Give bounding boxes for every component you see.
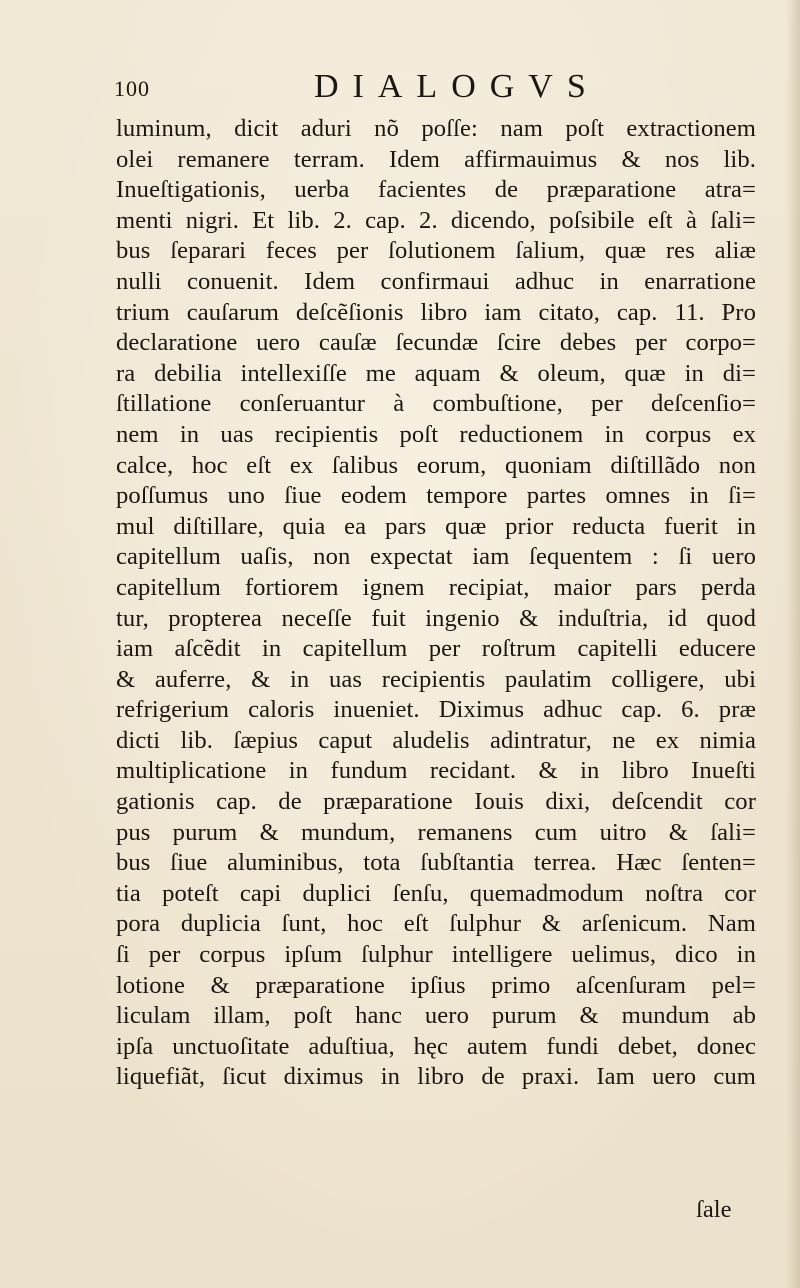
text-line: & auferre, & in uas recipientis paulatim colligere, ubi	[116, 665, 756, 693]
catchword: ſale	[696, 1196, 732, 1223]
text-line: trium cauſarum deſcẽſionis libro iam citato, cap. 11. Pro	[116, 298, 756, 326]
text-line: ſi per corpus ipſum ſulphur intelligere uelimus, dico in	[116, 941, 756, 969]
text-line: declaratione uero cauſæ ſecundæ ſcire debes per corpo=	[116, 329, 756, 357]
body-text	[116, 114, 756, 1093]
text-line: bus ſeparari feces per ſolutionem ſalium, quæ res aliæ	[116, 237, 756, 265]
text-line: multiplicatione in fundum recidant. & in libro Inueſti	[116, 757, 756, 785]
text-line: olei remanere terram. Idem affirmauimus & nos lib.	[116, 145, 756, 173]
page-edge-shadow	[786, 0, 800, 1288]
text-line: ra debilia intellexiſſe me aquam & oleum, quæ in di=	[116, 359, 756, 387]
text-line: nem in uas recipientis poſt reductionem in corpus ex	[116, 420, 756, 448]
text-line: menti nigri. Et lib. 2. cap. 2. dicendo, poſsibile eſt à ſali=	[116, 206, 756, 234]
text-line: liculam illam, poſt hanc uero purum & mundum ab	[116, 1002, 756, 1030]
text-line: pora duplicia ſunt, hoc eſt ſulphur & arſenicum. Nam	[116, 910, 756, 938]
text-line: calce, hoc eſt ex ſalibus eorum, quoniam diſtillãdo non	[116, 451, 756, 479]
text-line: capitellum fortiorem ignem recipiat, maior pars perda	[116, 573, 756, 601]
page-number: 100	[114, 76, 150, 101]
text-line: iam aſcẽdit in capitellum per roſtrum capitelli educere	[116, 635, 756, 663]
text-line: tur, propterea neceſſe fuit ingenio & induſtria, id quod	[116, 604, 756, 632]
text-line: capitellum uaſis, non expectat iam ſequentem : ſi uero	[116, 543, 756, 571]
text-line: dicti lib. ſæpius caput aludelis adintratur, ne ex nimia	[116, 726, 756, 754]
text-line: nulli conuenit. Idem confirmaui adhuc in enarratione	[116, 267, 756, 295]
running-title: DIALOGVS	[314, 68, 600, 105]
text-line: ipſa unctuoſitate aduſtiua, hęc autem fundi debet, donec	[116, 1032, 756, 1060]
text-line: ſtillatione conſeruantur à combuſtione, per deſcenſio=	[116, 390, 756, 418]
text-line: lotione & præparatione ipſius primo aſcenſuram pel=	[116, 971, 756, 999]
text-line: luminum, dicit aduri nõ poſſe: nam poſt extractionem	[116, 115, 756, 142]
text-line: gationis cap. de præparatione Iouis dixi, deſcendit cor	[116, 788, 756, 816]
text-line: bus ſiue aluminibus, tota ſubſtantia terrea. Hæc ſenten=	[116, 849, 756, 877]
text-line: mul diſtillare, quia ea pars quæ prior reducta fuerit in	[116, 512, 756, 540]
text-line: Inueſtigationis, uerba facientes de præparatione atra=	[116, 176, 756, 204]
text-line: tia poteſt capi duplici ſenſu, quemadmodum noſtra cor	[116, 879, 756, 907]
text-line: refrigerium caloris inueniet. Diximus adhuc cap. 6. præ	[116, 696, 756, 724]
text-line: liquefiãt, ſicut diximus in libro de praxi. Iam uero cum	[116, 1063, 756, 1091]
text-line: poſſumus uno ſiue eodem tempore partes omnes in ſi=	[116, 482, 756, 510]
text-line: pus purum & mundum, remanens cum uitro & ſali=	[116, 818, 756, 846]
page-header	[114, 68, 718, 108]
